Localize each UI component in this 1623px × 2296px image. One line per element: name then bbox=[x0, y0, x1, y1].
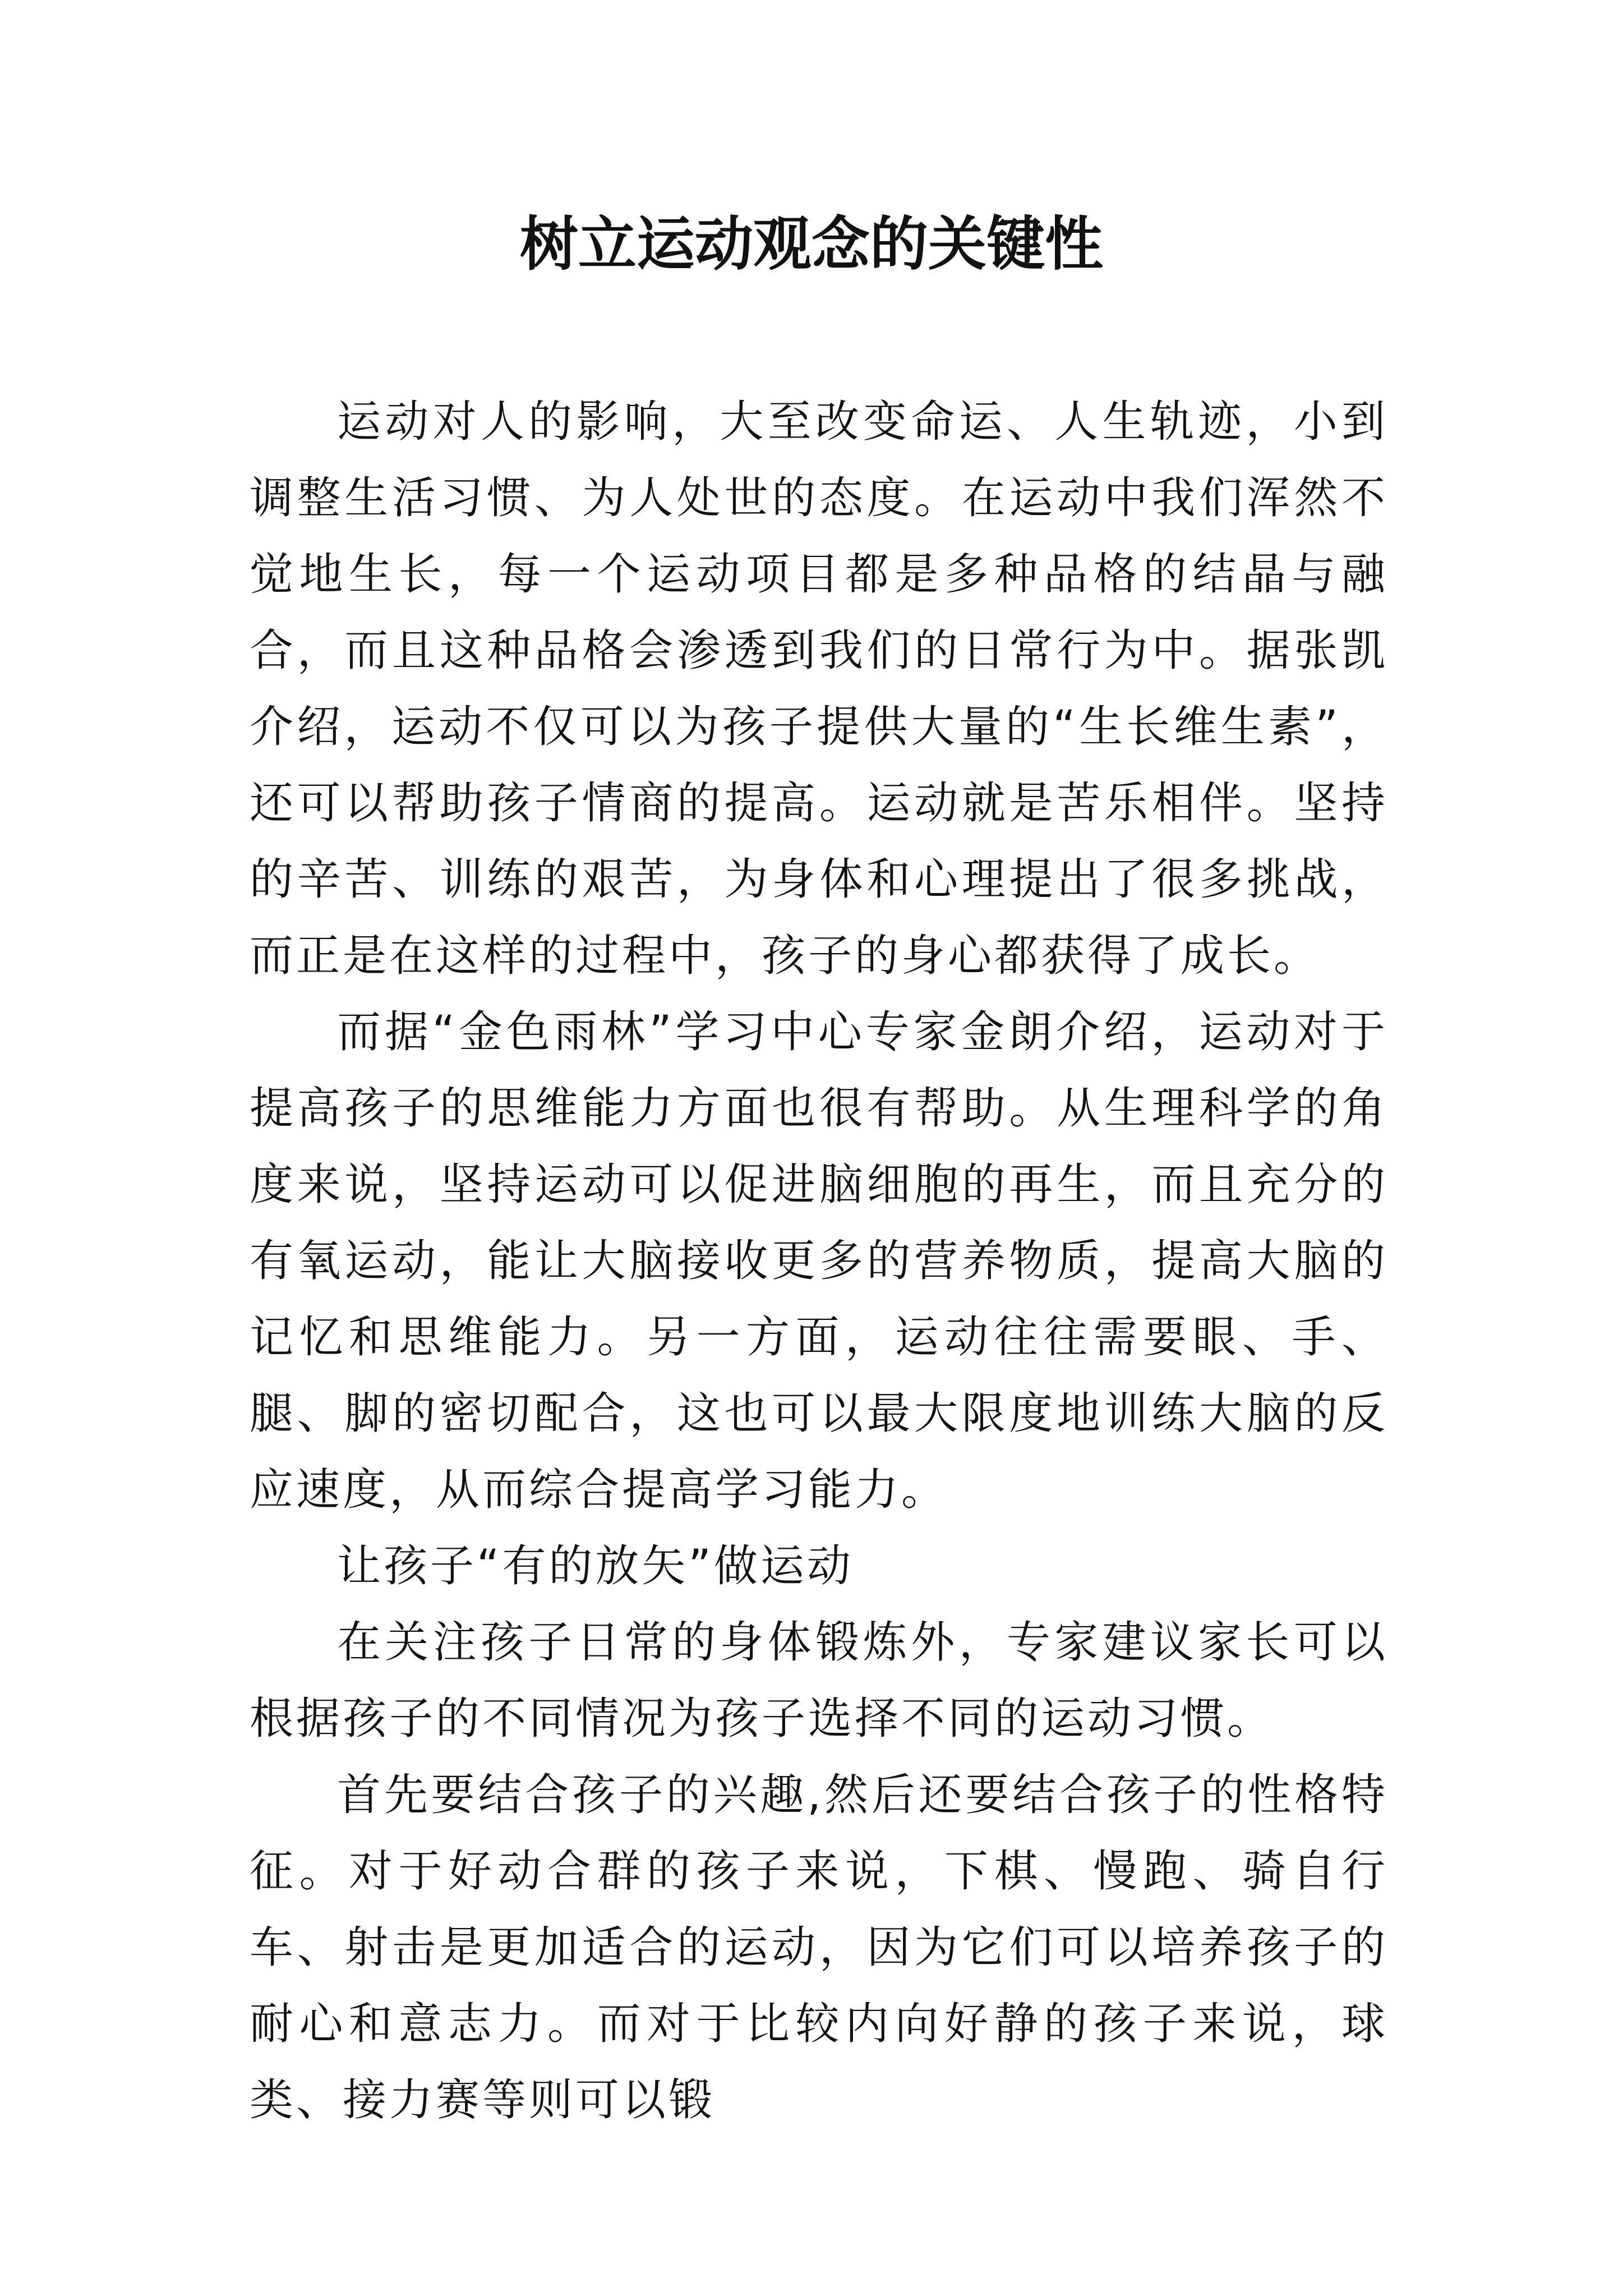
paragraph: 在关注孩子日常的身体锻炼外，专家建议家长可以根据孩子的不同情况为孩子选择不同的运动习惯。 bbox=[250, 1617, 1388, 1744]
section-heading: 让孩子“有的放矢”做运动 bbox=[337, 1541, 854, 1591]
paragraph: 运动对人的影响，大至改变命运、人生轨迹，小到调整生活习惯、为人处世的态度。在运动中我们浑然不觉地生长，每一个运动项目都是多种品格的结晶与融合，而且这种品格会渗透到我们的日常行为中。据张凯介绍，运动不仅可以为孩子提供大量的“生长维生素”，还可以帮助孩子情商的提高。运动就是苦乐相伴。坚持的辛苦、训练的艰苦，为身体和心理提出了很多挑战，而正是在这样的过程中，孩子的身心都获得了成长。 bbox=[250, 397, 1388, 981]
document-body bbox=[250, 384, 1388, 2138]
paragraph: 首先要结合孩子的兴趣,然后还要结合孩子的性格特征。对于好动合群的孩子来说，下棋、慢跑、骑自行车、射击是更加适合的运动，因为它们可以培养孩子的耐心和意志力。而对于比较内向好静的孩子来说，球类、接力赛等则可以锻 bbox=[250, 1770, 1388, 2125]
document-title: 树立运动观念的关键性 bbox=[519, 209, 1103, 278]
paragraph: 而据“金色雨林”学习中心专家金朗介绍，运动对于提高孩子的思维能力方面也很有帮助。从生理科学的角度来说，坚持运动可以促进脑细胞的再生，而且充分的有氧运动，能让大脑接收更多的营养物质，提高大脑的记忆和思维能力。另一方面，运动往往需要眼、手、腿、脚的密切配合，这也可以最大限度地训练大脑的反应速度，从而综合提高学习能力。 bbox=[250, 1007, 1388, 1515]
